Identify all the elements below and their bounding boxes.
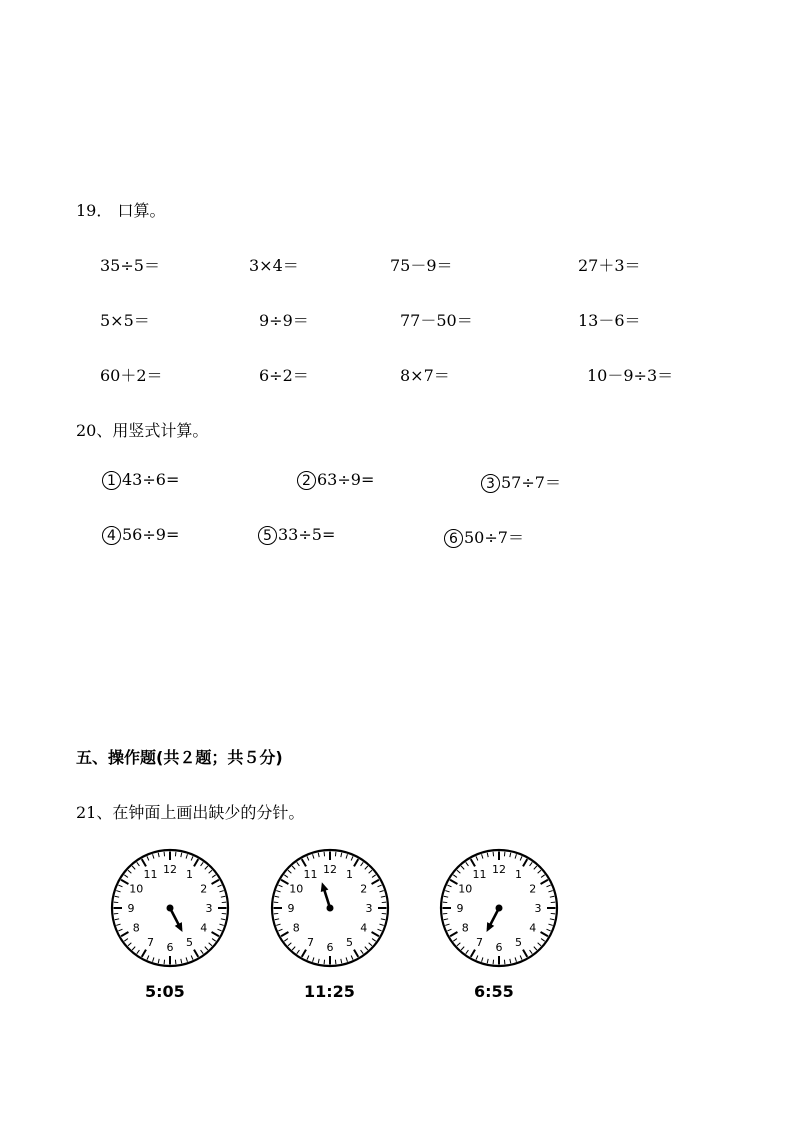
circled-number: 6	[444, 529, 463, 548]
q19-expr-r3c1: 60＋2＝	[100, 366, 163, 385]
dial-number: 4	[529, 921, 537, 935]
q19-expr-r3c2: 6÷2＝	[259, 366, 309, 385]
q19-expr-r1c2: 3×4＝	[249, 256, 299, 275]
dial-number: 4	[360, 921, 368, 935]
q20-item-1	[102, 470, 179, 490]
dial-number: 10	[289, 882, 304, 896]
circled-number: 5	[258, 526, 277, 545]
dial-number: 9	[127, 902, 135, 915]
clock-time-label-1: 5:05	[145, 982, 185, 1001]
dial-number: 5	[346, 935, 353, 949]
dial-number: 3	[205, 902, 213, 915]
dial-number: 12	[323, 863, 337, 876]
q19-expr-r1c1: 35÷5＝	[100, 256, 160, 275]
dial-number: 4	[200, 921, 208, 935]
dial-number: 1	[346, 868, 353, 882]
dial-number: 8	[461, 921, 469, 935]
q19-expr-r2c3: 77－50＝	[400, 311, 473, 330]
dial-number: 12	[492, 863, 506, 876]
dial-number: 5	[186, 935, 193, 949]
dial-number: 6	[166, 941, 174, 954]
q19-title: 19． 口算。	[76, 201, 166, 220]
q19-expr-r2c2: 9÷9＝	[259, 311, 309, 330]
q21-title: 21、在钟面上画出缺少的分针。	[76, 803, 305, 822]
q20-expr: 57÷7＝	[501, 473, 561, 492]
dial-number: 7	[476, 935, 483, 949]
q20-expr: 63÷9=	[317, 470, 375, 489]
dial-number: 3	[365, 902, 373, 915]
q20-expr: 43÷6=	[122, 470, 180, 489]
q20-expr: 56÷9=	[122, 525, 180, 544]
q19-expr-r3c3: 8×7＝	[400, 366, 450, 385]
dial-number: 1	[186, 868, 193, 882]
q20-item-3	[481, 470, 561, 493]
circled-number: 1	[102, 471, 121, 490]
q20-title: 20、用竖式计算。	[76, 421, 209, 440]
dial-number: 5	[515, 935, 522, 949]
dial-number: 9	[456, 902, 464, 915]
clock-time-label-3: 6:55	[474, 982, 514, 1001]
clock-face-1[interactable]	[108, 846, 232, 970]
dial-number: 11	[472, 868, 487, 882]
clock-center	[327, 905, 334, 912]
dial-number: 11	[143, 868, 158, 882]
circled-number: 4	[102, 526, 121, 545]
q20-item-2	[297, 470, 374, 490]
dial-number: 6	[495, 941, 503, 954]
dial-number: 7	[307, 935, 314, 949]
clock-center	[167, 905, 174, 912]
circled-number: 2	[297, 471, 316, 490]
dial-number: 1	[515, 868, 522, 882]
dial-number: 2	[360, 882, 368, 896]
dial-number: 12	[163, 863, 177, 876]
q20-expr: 50÷7＝	[464, 528, 524, 547]
dial-number: 10	[458, 882, 473, 896]
q19-expr-r3c4: 10－9÷3＝	[587, 366, 674, 385]
q20-item-5	[258, 525, 335, 545]
clock-face-3[interactable]	[437, 846, 561, 970]
dial-number: 3	[534, 902, 542, 915]
dial-number: 11	[303, 868, 318, 882]
q19-expr-r2c4: 13－6＝	[578, 311, 641, 330]
dial-number: 9	[287, 902, 295, 915]
dial-number: 8	[132, 921, 140, 935]
q19-expr-r1c4: 27＋3＝	[578, 256, 641, 275]
clock-time-label-2: 11:25	[304, 982, 355, 1001]
dial-number: 8	[292, 921, 300, 935]
q19-expr-r1c3: 75－9＝	[390, 256, 453, 275]
clock-center	[496, 905, 503, 912]
dial-number: 10	[129, 882, 144, 896]
q20-item-6	[444, 525, 524, 548]
q20-item-4	[102, 525, 179, 545]
circled-number: 3	[481, 474, 500, 493]
clock-face-2[interactable]	[268, 846, 392, 970]
dial-number: 2	[200, 882, 208, 896]
dial-number: 7	[147, 935, 154, 949]
dial-number: 2	[529, 882, 537, 896]
q20-expr: 33÷5=	[278, 525, 336, 544]
section-5-title: 五、操作题(共２题；共５分)	[76, 748, 283, 767]
dial-number: 6	[326, 941, 334, 954]
q19-expr-r2c1: 5×5＝	[100, 311, 150, 330]
